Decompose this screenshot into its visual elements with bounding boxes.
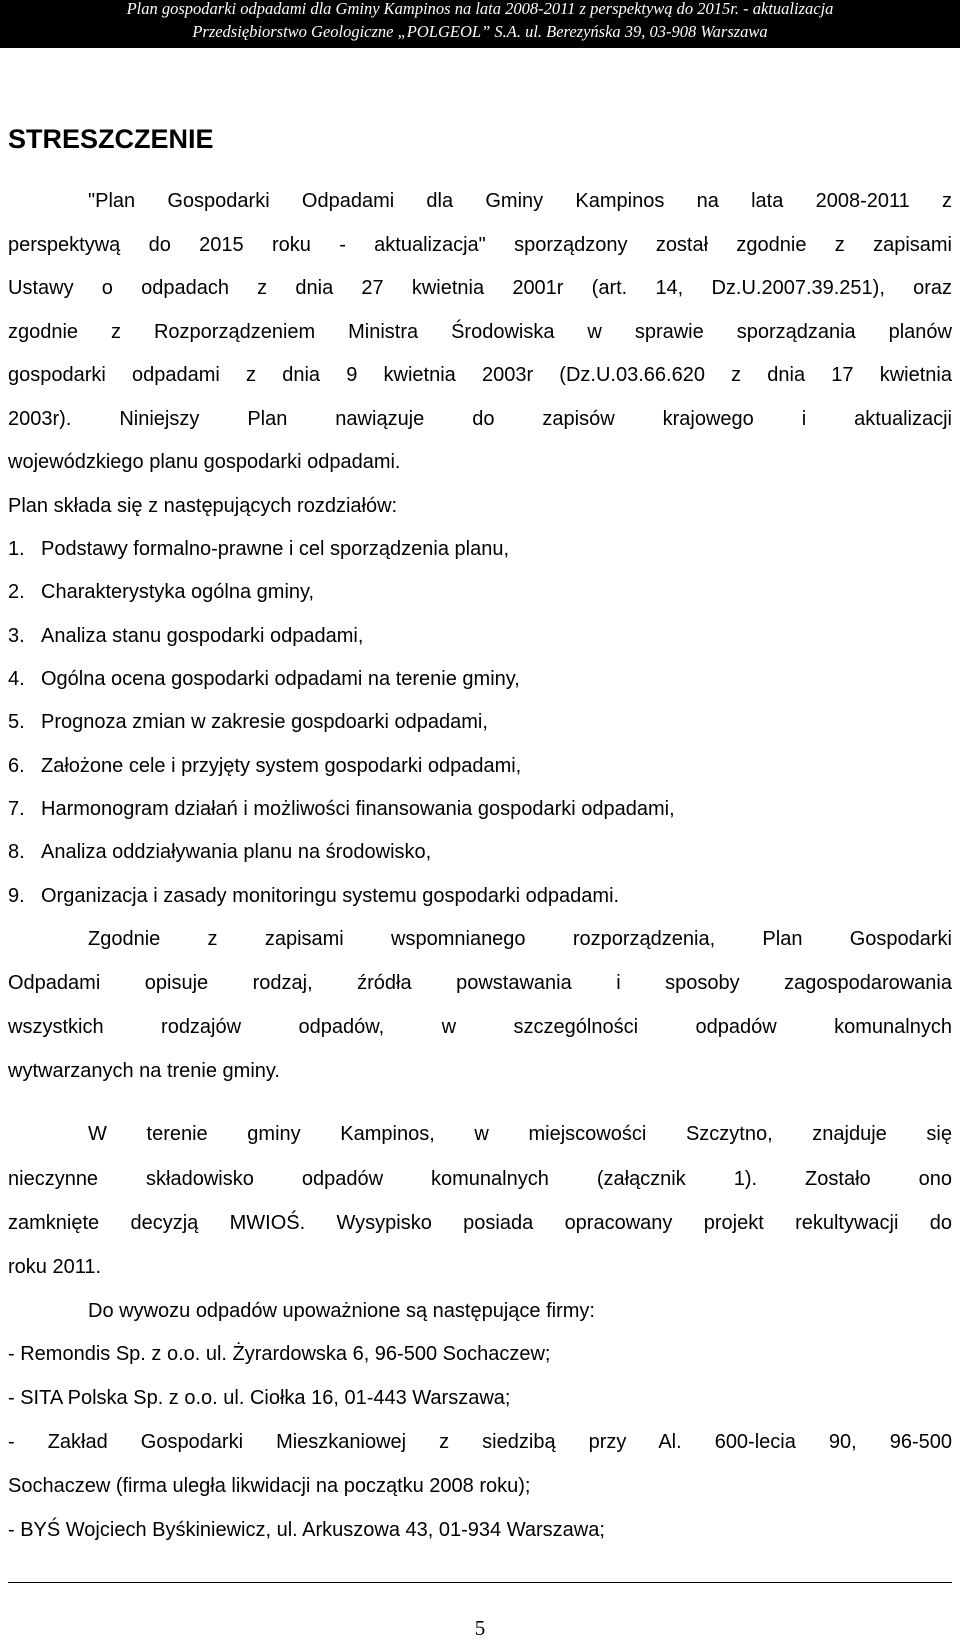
intro-line: zgodnie z Rozporządzeniem Ministra Środowiska w sprawie sporządzania planów <box>8 321 952 343</box>
firm-list-item: - BYŚ Wojciech Byśkiniewicz, ul. Arkuszowa 43, 01-934 Warszawa; <box>8 1519 605 1541</box>
chapter-title: Ogólna ocena gospodarki odpadami na terenie gminy, <box>41 668 520 690</box>
intro-line: "Plan Gospodarki Odpadami dla Gminy Kampinos na lata 2008-2011 z <box>88 190 952 212</box>
chapter-title: Organizacja i zasady monitoringu systemu gospodarki odpadami. <box>41 885 620 907</box>
chapter-number: 2. <box>8 581 25 603</box>
paragraph-line: roku 2011. <box>8 1256 102 1278</box>
chapter-list-item <box>8 666 520 692</box>
intro-line: perspektywą do 2015 roku - aktualizacja" sporządzony został zgodnie z zapisami <box>8 234 952 256</box>
chapter-list-item <box>8 623 363 649</box>
header-document-title: Plan gospodarki odpadami dla Gminy Kampinos na lata 2008-2011 z perspektywą do 2015r. - aktualizacja <box>126 0 834 18</box>
chapters-intro: Plan składa się z następujących rozdziałów: <box>8 495 398 517</box>
footer-divider <box>8 1582 952 1583</box>
paragraph-line: wszystkich rodzajów odpadów, w szczególności odpadów komunalnych <box>8 1016 952 1038</box>
chapter-number: 6. <box>8 755 25 777</box>
section-title: STRESZCZENIE <box>8 124 214 154</box>
intro-line: wojewódzkiego planu gospodarki odpadami. <box>8 451 401 473</box>
chapter-title: Charakterystyka ogólna gminy, <box>41 581 315 603</box>
chapter-title: Harmonogram działań i możliwości finansowania gospodarki odpadami, <box>41 798 675 820</box>
chapter-number: 7. <box>8 798 25 820</box>
intro-line: 2003r). Niniejszy Plan nawiązuje do zapisów krajowego i aktualizacji <box>8 408 952 430</box>
chapter-number: 4. <box>8 668 25 690</box>
chapter-number: 9. <box>8 885 25 907</box>
chapter-number: 1. <box>8 538 25 560</box>
chapter-title: Analiza stanu gospodarki odpadami, <box>41 625 364 647</box>
chapter-list-item <box>8 709 488 735</box>
firms-intro: Do wywozu odpadów upoważnione są następujące firmy: <box>88 1300 595 1322</box>
firm-list-item: - SITA Polska Sp. z o.o. ul. Ciołka 16, 01-443 Warszawa; <box>8 1387 511 1409</box>
firm-list-item: - Remondis Sp. z o.o. ul. Żyrardowska 6, 96-500 Sochaczew; <box>8 1343 551 1365</box>
chapter-number: 8. <box>8 841 25 863</box>
paragraph-line: zamknięte decyzją MWIOŚ. Wysypisko posiada opracowany projekt rekultywacji do <box>8 1212 952 1234</box>
header-company-address: Przedsiębiorstwo Geologiczne „POLGEOL” S.A. ul. Berezyńska 39, 03-908 Warszawa <box>192 22 768 41</box>
firm-list-item: Sochaczew (firma uległa likwidacji na początku 2008 roku); <box>8 1475 531 1497</box>
intro-line: gospodarki odpadami z dnia 9 kwietnia 2003r (Dz.U.03.66.620 z dnia 17 kwietnia <box>8 364 952 386</box>
chapter-title: Analiza oddziaływania planu na środowisko, <box>41 841 432 863</box>
chapter-title: Prognoza zmian w zakresie gospdoarki odpadami, <box>41 711 488 733</box>
chapter-number: 5. <box>8 711 25 733</box>
chapter-number: 3. <box>8 625 25 647</box>
chapter-list-item <box>8 839 431 865</box>
chapter-list-item <box>8 536 509 562</box>
paragraph-line: W terenie gminy Kampinos, w miejscowości Szczytno, znajduje się <box>88 1123 952 1145</box>
paragraph-line: Odpadami opisuje rodzaj, źródła powstawania i sposoby zagospodarowania <box>8 972 952 994</box>
paragraph-line: Zgodnie z zapisami wspomnianego rozporządzenia, Plan Gospodarki <box>88 928 952 950</box>
chapter-list-item <box>8 883 619 909</box>
chapter-list-item <box>8 753 521 779</box>
paragraph-line: nieczynne składowisko odpadów komunalnych (załącznik 1). Zostało ono <box>8 1168 952 1190</box>
firm-list-item: - Zakład Gospodarki Mieszkaniowej z siedzibą przy Al. 600-lecia 90, 96-500 <box>8 1431 952 1453</box>
chapter-list-item <box>8 579 314 605</box>
intro-line: Ustawy o odpadach z dnia 27 kwietnia 2001r (art. 14, Dz.U.2007.39.251), oraz <box>8 277 952 299</box>
chapter-title: Podstawy formalno-prawne i cel sporządzenia planu, <box>41 538 510 560</box>
page-header <box>0 0 960 48</box>
chapter-list-item <box>8 796 675 822</box>
page-number: 5 <box>474 1616 486 1640</box>
chapter-title: Założone cele i przyjęty system gospodarki odpadami, <box>41 755 522 777</box>
paragraph-line: wytwarzanych na trenie gminy. <box>8 1060 280 1082</box>
